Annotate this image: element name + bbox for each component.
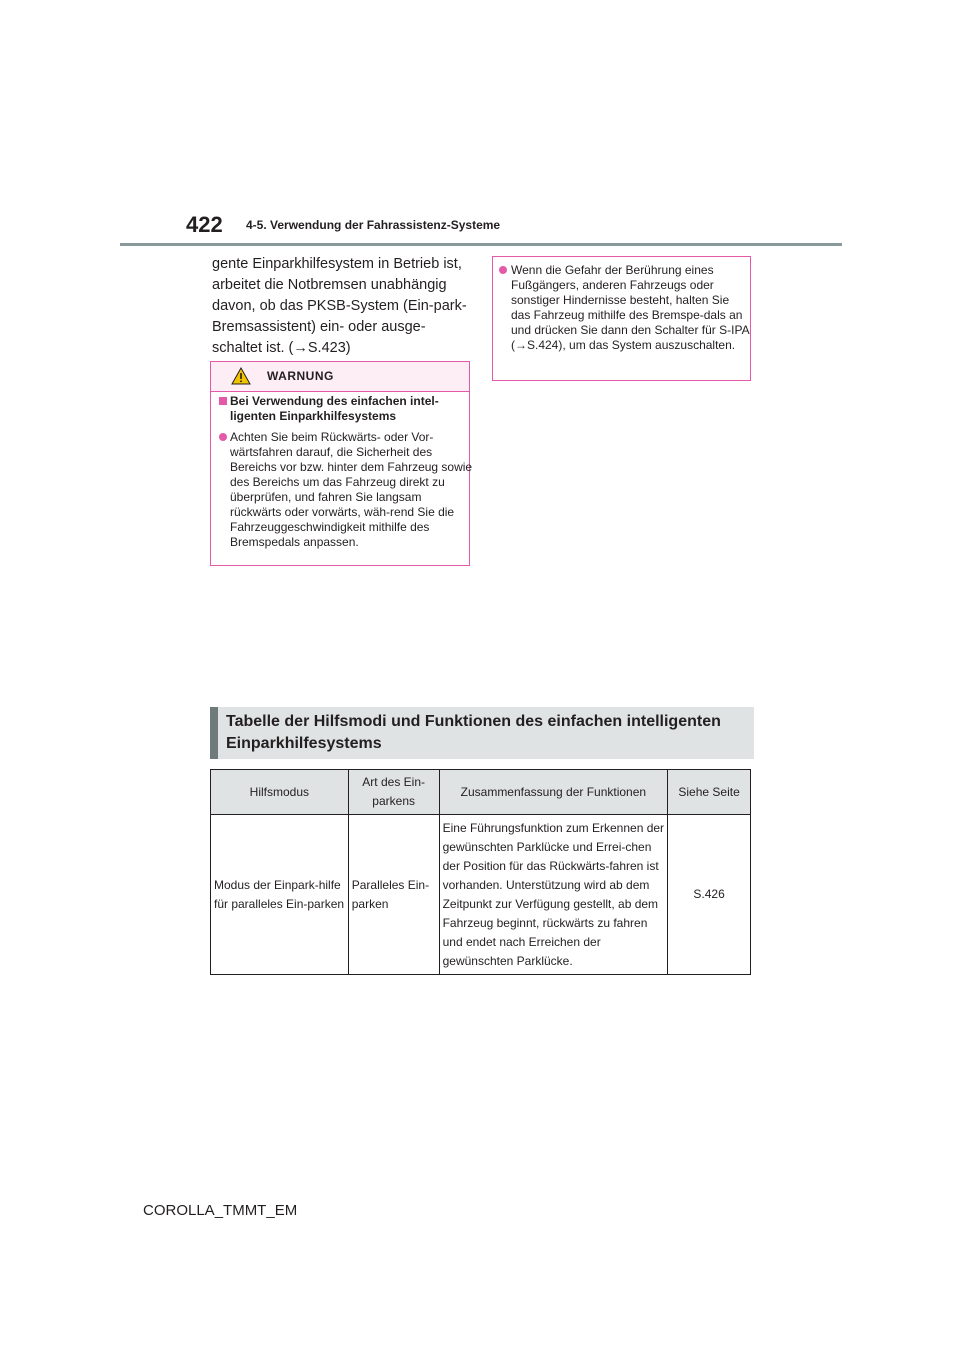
square-bullet-icon (219, 397, 227, 405)
body-paragraph: gente Einparkhilfesystem in Betrieb ist, arbeitet die Notbremsen unabhängig davon, ob das PKSB-System (Ein-park-Bremsassistent) ein- oder ausge-schaltet ist. (→S.423) (212, 256, 467, 356)
note-item (499, 263, 751, 353)
warning-triangle-icon (231, 367, 251, 385)
warning-header (211, 362, 469, 392)
table-row (211, 815, 751, 975)
column-header-mode: Hilfsmodus (211, 770, 349, 815)
header-divider (120, 243, 842, 246)
cell-type: Paralleles Ein-parken (348, 815, 439, 975)
note-box (492, 256, 751, 381)
table-heading-bar (210, 707, 754, 759)
warning-item-text: Achten Sie beim Rückwärts- oder Vor-wärtsfahren darauf, die Sicherheit des Bereichs vor bzw. hinter dem Fahrzeug sowie des Bereichs um das Fahrzeug direkt zu überprüfen, und fahren Sie langsam rückwärts oder vorwärts, wäh-rend Sie die Fahrzeuggeschwindigkeit mithilfe des Bremspedals anpassen. (230, 430, 473, 549)
round-bullet-icon (219, 433, 227, 441)
column-header-page: Siehe Seite (668, 770, 751, 815)
cell-summary: Eine Führungsfunktion zum Erkennen der gewünschten Parklücke und Errei-chen der Position für das Rückwärts-fahren ist vorhanden. Unterstützung wird ab dem Zeitpunkt zur Verfügung gestellt, ab dem Fahrzeug beginnt, rückwärts zu fahren und endet nach Erreichen der gewünschten Parklücke. (439, 815, 668, 975)
warning-box (210, 361, 473, 566)
section-title: 4-5. Verwendung der Fahrassistenz-Systeme (246, 218, 501, 232)
column-header-summary: Zusammenfassung der Funktionen (439, 770, 668, 815)
page-number: 422 (186, 212, 223, 237)
warning-subheading (219, 394, 475, 424)
warning-item (219, 430, 475, 550)
table-heading: Tabelle der Hilfsmodi und Funktionen des einfachen intelligenten Einparkhilfesystems (226, 713, 721, 752)
round-bullet-icon (499, 266, 507, 274)
warning-label: WARNUNG (267, 369, 334, 383)
cell-mode: Modus der Einpark-hilfe für paralleles Ein-parken (211, 815, 349, 975)
warning-subheading-text: Bei Verwendung des einfachen intel-ligenten Einparkhilfesystems (230, 394, 439, 423)
table-header-row (211, 770, 751, 815)
footer-code: COROLLA_TMMT_EM (143, 1202, 298, 1219)
cell-page: S.426 (668, 815, 751, 975)
modes-table (210, 769, 751, 975)
column-header-type: Art des Ein-parkens (348, 770, 439, 815)
note-item-text: Wenn die Gefahr der Berührung eines Fußgängers, anderen Fahrzeugs oder sonstiger Hindernisse besteht, halten Sie das Fahrzeug mithilfe des Bremspe-dals an und drücken Sie dann den Schalter für S-IPA (→S.424), um das System auszuschalten. (511, 263, 749, 352)
